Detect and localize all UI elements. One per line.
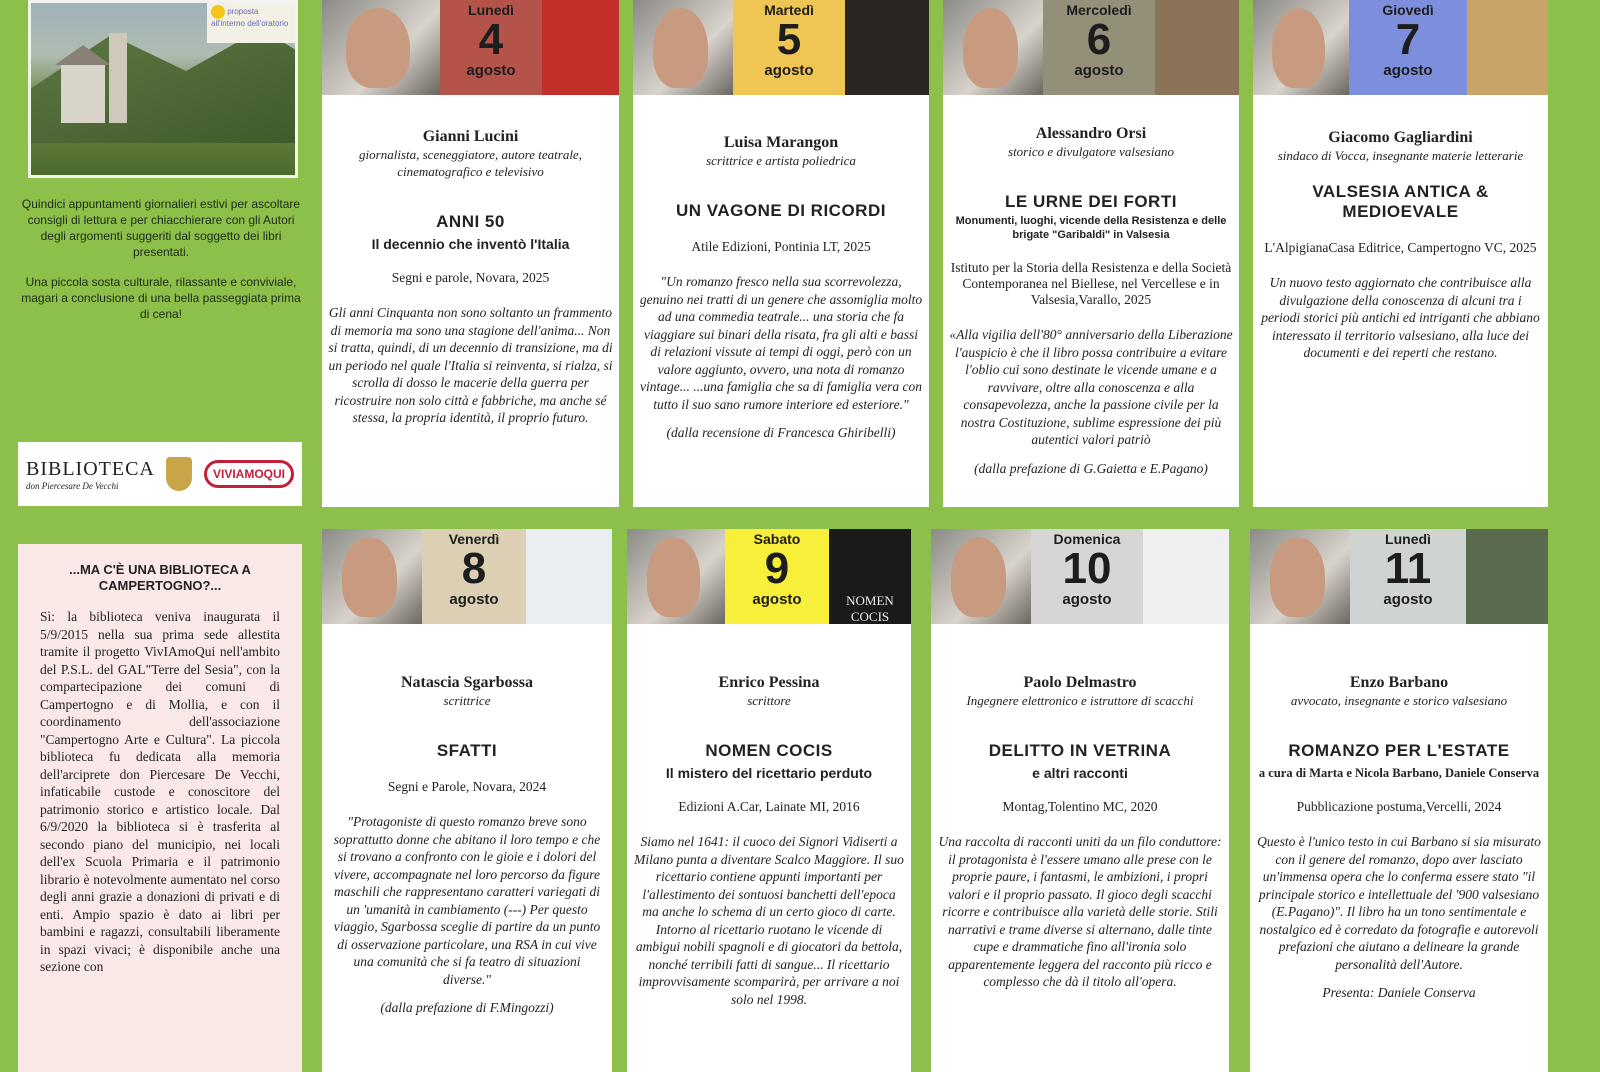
- book-cover: [1467, 0, 1548, 95]
- event-text: [943, 95, 1239, 477]
- book-publisher: Montag,Tolentino MC, 2020: [1002, 799, 1158, 814]
- author-name: Natascia Sgarbossa: [400, 674, 533, 691]
- date-day-number: 6: [1086, 15, 1112, 64]
- author-photo: [322, 0, 440, 95]
- author-face-shape: [951, 537, 1006, 617]
- author-role: scrittrice e artista poliedrica: [706, 153, 856, 168]
- author-face-shape: [647, 537, 701, 617]
- event-text: [1253, 95, 1548, 362]
- author-role: scrittore: [747, 693, 791, 708]
- book-title: DELITTO IN VETRINA: [988, 741, 1172, 760]
- book-cover-title: NOMEN COCIS: [846, 593, 894, 624]
- date-weekday: Domenica: [1053, 531, 1121, 547]
- author-role: Ingegnere elettronico e istruttore di scacchi: [966, 693, 1194, 708]
- book-publisher: Pubblicazione postuma,Vercelli, 2024: [1296, 799, 1502, 814]
- book-publisher: Edizioni A.Car, Lainate MI, 2016: [678, 799, 860, 814]
- author-photo: [1250, 529, 1350, 624]
- author-photo: [322, 529, 422, 624]
- date-day-number: 4: [478, 15, 504, 64]
- logo-text-1: proposta: [227, 7, 259, 17]
- date-day-number: 10: [1062, 544, 1112, 593]
- author-photo: [931, 529, 1031, 624]
- date-weekday: Lunedì: [468, 2, 514, 18]
- date-weekday: Giovedì: [1382, 2, 1434, 18]
- event-banner: [943, 0, 1239, 95]
- author-name: Alessandro Orsi: [1035, 125, 1147, 142]
- book-description: Un nuovo testo aggiornato che contribuisce alla divulgazione della conoscenza di alcuni tra i periodi storici più antichi ed intriganti che abbiano interessato il territorio valsesiano, alla luce dei documenti e dei reperti che restano.: [1261, 275, 1540, 360]
- date-weekday: Mercoledì: [1066, 2, 1132, 18]
- book-title: LE URNE DEI FORTI: [1005, 192, 1177, 211]
- intro-text: [18, 196, 304, 336]
- church-photo: [28, 0, 298, 178]
- event-card-9: [627, 529, 911, 1072]
- event-text: [633, 95, 929, 441]
- biblioteca-dedication: don Piercesare De Vecchi: [26, 480, 119, 491]
- date-box: [440, 0, 542, 95]
- library-history-box: [18, 544, 302, 1072]
- biblioteca-logo: BIBLIOTECA don Piercesare De Vecchi: [26, 457, 155, 491]
- viviamoqui-heart-logo: VIVIAMOQUI: [204, 460, 294, 488]
- event-text: [931, 624, 1229, 991]
- book-description: "Protagoniste di questo romanzo breve sono soprattutto donne che abitano il loro tempo e che si trovano a confronto con le gioie e i dolori del vivere, accompagnate nel loro percorso da figure maschili che rappresentano caratteri variegati di un 'umanità in cambiamento (---) Per questo viaggio, Sgarbossa sceglie di partire da un punto di osservazione particolare, una RSA in cui vive una comunità che si fa teatro di situazioni diverse.": [333, 814, 601, 987]
- oratory-logos: [207, 3, 298, 43]
- event-banner: [322, 529, 612, 624]
- author-face-shape: [963, 8, 1018, 88]
- book-editors: a cura di Marta e Nicola Barbano, Daniele Conserva: [1258, 766, 1540, 780]
- date-box: [422, 529, 526, 624]
- book-title: SFATTI: [436, 741, 498, 760]
- event-text: [322, 624, 612, 1016]
- event-banner: [1250, 529, 1548, 624]
- event-card-11: [1250, 529, 1548, 1072]
- event-card-4: [322, 0, 619, 507]
- event-card-5: [633, 0, 929, 507]
- author-photo: [627, 529, 725, 624]
- event-card-10: [931, 529, 1229, 1072]
- event-text: [322, 95, 619, 427]
- date-month: agosto: [1383, 591, 1433, 608]
- left-panel: [0, 0, 310, 520]
- date-month: agosto: [466, 62, 516, 79]
- event-banner: [322, 0, 619, 95]
- date-box: [1350, 529, 1466, 624]
- author-role: giornalista, sceneggiatore, autore teatrale, cinematografico e televisivo: [359, 147, 582, 179]
- book-description: Questo è l'unico testo in cui Barbano si sia misurato con il genere del romanzo, dopo aver lasciato un'immensa opera che lo conferma essere stato "il principale storico e intellettuale del '900 valsesiano (E.Pagano)". Il libro ha un tono sentimentale e nostalgico ed è corredato da fotografie e autorevoli prefazioni che aiutano a delineare la grande personalità dell'Autore.: [1257, 834, 1541, 972]
- date-box: [1043, 0, 1155, 95]
- book-citation: (dalla prefazione di G.Gaietta e E.Pagano): [974, 460, 1208, 476]
- date-day-number: 7: [1395, 15, 1421, 64]
- book-citation: (dalla recensione di Francesca Ghiribelli): [666, 425, 896, 440]
- date-weekday: Venerdì: [448, 531, 500, 547]
- date-box: [1031, 529, 1143, 624]
- book-title: NOMEN COCIS: [705, 741, 833, 760]
- event-banner: [633, 0, 929, 95]
- date-day-number: 9: [764, 544, 790, 593]
- intro-paragraph-1: Quindici appuntamenti giornalieri estivi per ascoltare consigli di lettura e per chiacchierare con gli Autori degli argomenti suggeriti dal soggetto dei libri presentati.: [21, 197, 301, 259]
- event-banner: [627, 529, 911, 624]
- book-cover: [1466, 529, 1548, 624]
- book-publisher: Segni e Parole, Novara, 2024: [387, 779, 547, 794]
- book-description: «Alla vigilia dell'80° anniversario della Liberazione l'auspicio è che il libro possa contribuire a evitare l'oblio cui sono destinate le vicende umane e a ravvivare, oltre alla conoscenza e alla consapevolezza, anche la passione civile per la nostra Costituzione, sublime espressione dei più autentici valori patriò: [949, 327, 1233, 447]
- author-name: Enzo Barbano: [1349, 674, 1449, 691]
- author-face-shape: [1270, 537, 1325, 617]
- author-role: scrittrice: [443, 693, 491, 708]
- book-publisher: Segni e parole, Novara, 2025: [391, 270, 550, 285]
- book-cover: [829, 529, 911, 624]
- date-month: agosto: [752, 591, 802, 608]
- book-publisher: L'AlpigianaCasa Editrice, Campertogno VC, 2025: [1264, 240, 1537, 255]
- event-text: [1250, 624, 1548, 1001]
- author-name: Paolo Delmastro: [1023, 674, 1137, 691]
- book-subtitle: Il decennio che inventò l'Italia: [371, 236, 570, 252]
- author-name: Luisa Marangon: [723, 134, 839, 151]
- book-cover: [845, 0, 929, 95]
- author-face-shape: [1272, 8, 1325, 88]
- author-role: sindaco di Vocca, insegnante materie letterarie: [1277, 148, 1524, 163]
- logo-text-2: all'interno dell'oratorio: [211, 19, 289, 28]
- author-face-shape: [342, 537, 397, 617]
- date-day-number: 5: [776, 15, 802, 64]
- event-banner: [931, 529, 1229, 624]
- history-title: ...MA C'È UNA BIBLIOTECA A CAMPERTOGNO?...: [69, 562, 251, 593]
- book-publisher: Atile Edizioni, Pontinia LT, 2025: [691, 239, 871, 254]
- author-role: avvocato, insegnante e storico valsesiano: [1290, 693, 1508, 708]
- date-month: agosto: [1383, 62, 1433, 79]
- book-description: Siamo nel 1641: il cuoco dei Signori Vidiserti a Milano punta a diventare Scalco Maggiore. Il suo ricettario contiene appunti importanti per l'allestimento dei sontuosi banchetti dell'epoca ma anche lo schema di un certo gioco di carte. Intorno al ricettario ruotano le vicende di ambigui nobili spagnoli e di giocatori da bettola, nonché terribili fatti di sangue... Il ricettario improvvisamente scomparirà, per arrivare a noi solo nel 1998.: [634, 834, 904, 1007]
- book-citation: (dalla prefazione di F.Mingozzi): [380, 1000, 554, 1015]
- intro-paragraph-2: Una piccola sosta culturale, rilassante e conviviale, magari a conclusione di una bella passeggiata prima di cena!: [21, 275, 301, 321]
- date-box: [1349, 0, 1467, 95]
- church-shape: [61, 63, 105, 123]
- book-cover: [526, 529, 612, 624]
- date-weekday: Martedì: [764, 2, 814, 18]
- event-card-8: [322, 529, 612, 1072]
- event-text: [627, 624, 911, 1008]
- author-name: Giacomo Gagliardini: [1328, 129, 1473, 146]
- author-photo: [943, 0, 1043, 95]
- book-subtitle: e altri racconti: [1032, 765, 1128, 781]
- book-subtitle: Il mistero del ricettario perduto: [665, 765, 873, 781]
- date-month: agosto: [449, 591, 499, 608]
- sun-logo-icon: [211, 5, 225, 19]
- book-subtitle: Monumenti, luoghi, vicende della Resistenza e delle brigate "Garibaldi" in Valsesia: [955, 215, 1227, 241]
- book-cover: [1155, 0, 1239, 95]
- author-face-shape: [346, 8, 411, 88]
- author-face-shape: [653, 8, 708, 88]
- author-name: Enrico Pessina: [718, 674, 820, 691]
- event-card-7: [1253, 0, 1548, 507]
- date-day-number: 11: [1384, 544, 1432, 593]
- date-weekday: Sabato: [753, 531, 801, 547]
- date-day-number: 8: [461, 544, 487, 593]
- date-weekday: Lunedì: [1385, 531, 1431, 547]
- date-month: agosto: [764, 62, 814, 79]
- book-description: "Un romanzo fresco nella sua scorrevolezza, genuino nei tratti di un genere che assomiglia molto ad una commedia teatrale... una storia che fa viaggiare sui binari della risata, fra gli alti e bassi di relazioni vissute ai tempi di oggi, però con un valore aggiunto, ovvero, una nota di romanzo vintage... ...una famiglia che sa di famiglia vera con tutto il suo sano rumore interiore ed esteriore.": [639, 274, 923, 412]
- date-month: agosto: [1074, 62, 1124, 79]
- book-cover: [1143, 529, 1229, 624]
- date-month: agosto: [1062, 591, 1112, 608]
- author-name: Gianni Lucini: [422, 128, 519, 145]
- book-title: UN VAGONE DI RICORDI: [676, 201, 886, 220]
- book-title: VALSESIA ANTICA & MEDIOEVALE: [1312, 182, 1489, 221]
- date-box: [725, 529, 829, 624]
- book-publisher: Istituto per la Storia della Resistenza e della Società Contemporanea nel Biellese, nel Vercellese e in Valsesia,Varallo, 2025: [950, 260, 1232, 307]
- author-photo: [633, 0, 733, 95]
- event-card-6: [943, 0, 1239, 507]
- bell-tower-shape: [109, 33, 127, 123]
- author-photo: [1253, 0, 1349, 95]
- book-description: Una raccolta di racconti uniti da un filo conduttore: il protagonista è l'essere umano alle prese con le proprie paure, i fantasmi, le ambizioni, i propri valori e il proprio passato. Il gioco degli scacchi ricorre e contribuisce alla varietà delle storie. Stili narrativi e trame diverse si alternano, dalle tinte cupe e drammatiche fino all'ironia solo apparentemente leggera del racconto più ricco e complesso che dà il titolo all'opera.: [938, 834, 1222, 989]
- event-banner: [1253, 0, 1548, 95]
- book-cover: [542, 0, 619, 95]
- author-role: storico e divulgatore valsesiano: [1008, 144, 1174, 159]
- biblioteca-logo-strip: [18, 442, 302, 506]
- municipal-crest-icon: [166, 457, 192, 491]
- book-citation: Presenta: Daniele Conserva: [1322, 985, 1476, 1000]
- date-box: [733, 0, 845, 95]
- book-description: Gli anni Cinquanta non sono soltanto un frammento di memoria ma sono una stagione dell'anima... Non si tratta, quindi, di un decennio di transizione, ma di un periodo nel quale l'Italia si reinventa, si rialza, si scrolla di dosso le macerie della guerra per ricostruire non solo città e fabbriche, ma anche sé stessa, la propria identità, il proprio futuro.: [328, 305, 613, 425]
- history-text: Sì: la biblioteca veniva inaugurata il 5/9/2015 nella sua prima sede allestita tramite il progetto VivIAmoQui nell'ambito del P.S.L. del GAL"Terre del Sesia", con la compartecipazione dei comuni di Campertogno e di Mollia, e con il coordinamento dell'associazione "Campertogno Arte e Cultura". La piccola biblioteca fu dedicata alla memoria dell'arciprete don Piercesare De Vecchi, infaticabile custode e conoscitore del patrimonio storico e artistico locale. Dal 6/9/2020 la biblioteca si è trasferita al secondo piano del municipio, nei locali dell'ex Scuola Primaria e il patrimonio librario è notevolmente aumentato nel corso degli anni grazie a donazioni di privati e di enti. Ampio spazio è dato ai libri per bambini e ragazzi, consultabili liberamente in spazi vivaci; è disponibile anche una sezione con: [40, 609, 280, 974]
- book-title: ANNI 50: [436, 212, 505, 231]
- book-title: ROMANZO PER L'ESTATE: [1288, 741, 1510, 760]
